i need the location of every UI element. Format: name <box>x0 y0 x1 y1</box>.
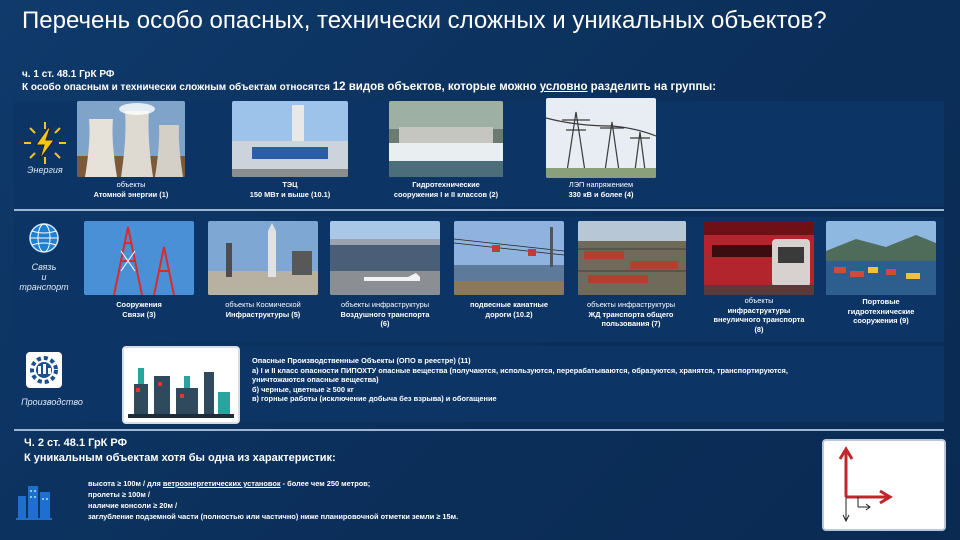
divider-line <box>14 209 944 211</box>
port-image <box>826 221 936 295</box>
caption-chp: ТЭЦ 150 МВт и выше (10.1) <box>249 180 331 199</box>
power-line-image <box>546 98 656 178</box>
hydro-plant-image <box>389 101 503 177</box>
chp-plant-image <box>232 101 348 177</box>
caption-airport: объекты инфраструктуры Воздушного транспорта (6) <box>340 300 430 328</box>
caption-hydro: Гидротехнические сооружения I и II классов (2) <box>393 180 499 199</box>
railway-image <box>578 221 686 295</box>
dimension-arrows-diagram <box>822 439 946 531</box>
lightning-icon <box>22 120 68 166</box>
caption-railway: объекты инфраструктуры ЖД транспорта общего пользования (7) <box>586 300 676 328</box>
caption-power-line: ЛЭП напряжением 330 кВ и более (4) <box>568 180 634 199</box>
metro-image <box>704 221 814 295</box>
building-icon <box>16 480 52 520</box>
factory-gear-icon <box>24 350 64 390</box>
airport-image <box>330 221 440 295</box>
nuclear-plant-image <box>77 101 185 177</box>
article-reference: ч. 1 ст. 48.1 ГрК РФ <box>22 69 115 80</box>
unique-heading: К уникальным объектам хотя бы одна из характеристик: <box>24 452 336 464</box>
caption-port: Портовые гидротехнические сооружения (9) <box>847 297 915 325</box>
caption-metro: объекты инфраструктуры внеуличного транспорта (8) <box>713 296 805 334</box>
industrial-plant-image <box>122 346 240 424</box>
page-title: Перечень особо опасных, технически сложных и уникальных объектов? <box>22 7 827 34</box>
space-infrastructure-image <box>208 221 318 295</box>
divider-line <box>14 429 944 431</box>
unique-criteria: высота ≥ 100м / для ветроэнергетических установок - более чем 250 метров; пролеты ≥ 100м / наличие консоли ≥ 20м / заглубление подземной части (полностью или частично) ниже планировочной отметки земли ≥ 15м. <box>88 479 459 521</box>
group-label-transport: Связь и транспорт <box>19 262 69 292</box>
globe-network-icon <box>26 220 62 256</box>
cable-car-image <box>454 221 564 295</box>
article-reference-2: Ч. 2 ст. 48.1 ГрК РФ <box>24 437 128 449</box>
caption-space: объекты Космической Инфраструктуры (5) <box>225 300 301 319</box>
group-label-energy: Энергия <box>27 165 63 175</box>
caption-cable-car: подвесные канатные дороги (10.2) <box>470 300 548 319</box>
opo-description: Опасные Производственные Объекты (ОПО в реестре) (11) а) I и II класс опасности ПИПОХТУ опасные вещества (получаются, используются, перерабатываются, образуются, хранятся, транспортируются, уничтожаются опасные вещества) б) черные, цветные ≥ 500 кг в) горные работы (исключение добыча без взрыва) и обогащение <box>252 356 788 404</box>
caption-nuclear: объекты Атомной энергии (1) <box>93 180 169 199</box>
group-label-production: Производство <box>21 397 83 407</box>
intro-text: К особо опасным и технически сложным объектам относятся 12 видов объектов, которые можно условно разделить на группы: <box>22 81 717 93</box>
caption-telecom: Сооружения Связи (3) <box>116 300 162 319</box>
telecom-tower-image <box>84 221 194 295</box>
